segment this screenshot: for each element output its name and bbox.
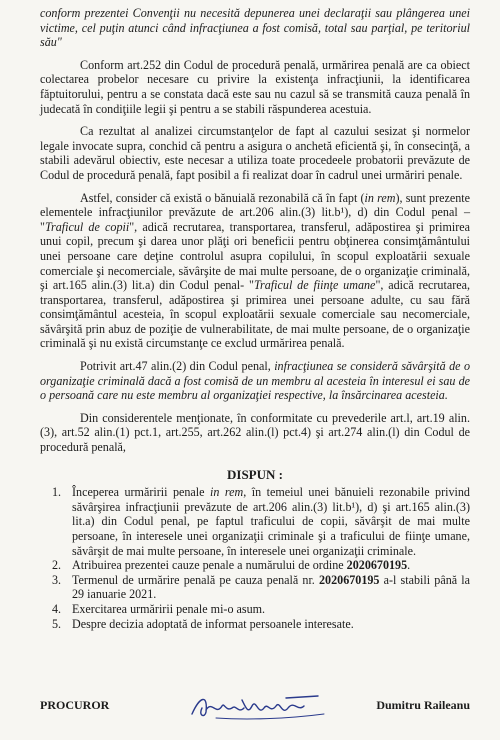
text-run: Exercitarea urmăririi penale mi-o asum. [72, 601, 266, 616]
signatory-name: Dumitru Raileanu [376, 698, 470, 712]
dispun-item-2 [52, 558, 470, 573]
handwritten-signature [186, 690, 336, 722]
paragraph-art-252: Conform art.252 din Codul de procedură penală, urmărirea penală are ca obiect colectarea probelor necesare cu privire la existenţa infracţiunii, la identificarea făptuitorului, pentru a se constata dacă este sau nu cazul să se transmită cauza penală în judecată în condiţiile legii şi pentru a se stabili răspunderea acestuia. [40, 57, 470, 116]
text-run: , în temeiul unei bănuieli rezonabile privind săvârşirea infracţiunii prevăzute de art.206 alin.(3) lit.b¹), d) şi art.165 alin.(3) lit.a) din Codul penal, pe faptul traficului de copii, săvârşit de mai multe persoane, în interesele unei organizaţii criminale şi a traficului de fiinţe umane, săvârşit de mai multe persoane, în interesele unei organizaţii criminale. [72, 485, 470, 558]
item-number: 2. [52, 558, 62, 573]
item-number: 4. [52, 601, 62, 616]
art-47-italic: infracţiunea se consideră săvârşită de o organizaţie criminală dacă a fost comisă de un membru al acesteia în interesul ei sau de o persoană care nu este membru al organizaţiei respective, la însărcinarea acesteia. [40, 359, 470, 403]
text-run: Atribuirea prezentei cauze penale a numărului de ordine [72, 558, 347, 573]
in-rem-italic: in rem [364, 190, 396, 205]
text-run: Despre decizia adoptată de informat persoanele interesate. [72, 616, 354, 631]
text-run: Potrivit art.47 alin.(2) din Codul penal, [80, 359, 275, 374]
paragraph-suspicion [40, 191, 470, 352]
intro-italic-continuation: conform prezentei Convenţii nu necesită depunerea unei declaraţii sau plângerea unei victime, cel puţin atunci când infracţiunea a fost comisă, total sau parţial, pe teritoriul său" [40, 6, 470, 50]
item-number: 5. [52, 616, 62, 631]
text-run: ), sunt prezente elementele infracţiunilor prevăzute de art.206 alin.(3) lit.b¹), d) din Codul penal – " [40, 190, 470, 234]
item-number: 3. [52, 572, 62, 587]
text-run: ", adică recrutarea, transportarea, transferul, adăpostirea şi primirea unui copil, precum şi darea unor plăţi ori beneficii pentru obţinerea consimţământului unei persoane care deţine controlul asupra copilului, în scopul exploatării sexuale comerciale şi necomerciale, săvârşite de mai multe persoane, de o organizaţie criminală, şi art.165 alin.(3) lit.a) din Codul penal- " [40, 219, 470, 293]
signatory-role: PROCUROR [40, 698, 110, 712]
dispun-item-5 [52, 616, 470, 632]
dispun-list [40, 485, 470, 631]
in-rem-italic: in rem [210, 485, 244, 500]
dispun-item-4 [52, 601, 470, 617]
text-run: a-l stabili până la 29 ianuarie 2021. [72, 572, 470, 602]
text-run: ", adică recrutarea, transportarea, transferul, adăpostirea şi primirea unei persoane adulte, cu sau fără consimţământul acesteia, în scopul exploatării sexuale comerciale sau necomerciale, săvârşită prin abuz de poziţie de vulnerabilitate, de mai multe persoane, de o organizaţie criminală şi nu există circumstanţe ce exclud urmărirea penală. [40, 278, 470, 351]
case-number-bold: 2020670195 [319, 572, 380, 587]
item-number: 1. [52, 485, 62, 500]
dispun-item-1 [52, 485, 470, 558]
signature-row [40, 692, 470, 722]
text-run: Termenul de urmărire penală pe cauza penală nr. [72, 572, 319, 587]
dispun-heading: DISPUN : [227, 466, 283, 482]
dispun-item-3 [52, 572, 470, 602]
text-run: Astfel, consider că există o bănuială rezonabilă că în fapt ( [80, 190, 365, 205]
case-number-bold: 2020670195 [346, 558, 408, 573]
text-run: . [407, 558, 411, 573]
trafic-copii-italic: Traficul de copii [44, 219, 130, 234]
paragraph-art-47 [40, 359, 470, 403]
paragraph-considerations: Din considerentele menţionate, în conformitate cu prevederile art.l, art.19 alin.(3), art.52 alin.(1) pct.1, art.255, art.262 alin.(l) pct.4) şi art.274 alin.(l) din Codul de procedură penală, [40, 410, 470, 455]
trafic-fiinte-italic: Traficul de fiinţe umane [254, 278, 376, 293]
text-run: Începerea urmăririi penale [72, 485, 210, 500]
paragraph-analysis: Ca rezultat al analizei circumstanţelor de fapt al cazului sesizat şi normelor legale invocate supra, conchid că pentru a asigura o anchetă eficientă şi, în consecinţă, a stabili adevărul obiectiv, este necesar a utiliza toate procedeele probatorii prevăzute de Codul de procedură penală, fapt posibil a fi realizat doar în cadrul unei urmăriri penale. [40, 124, 470, 182]
